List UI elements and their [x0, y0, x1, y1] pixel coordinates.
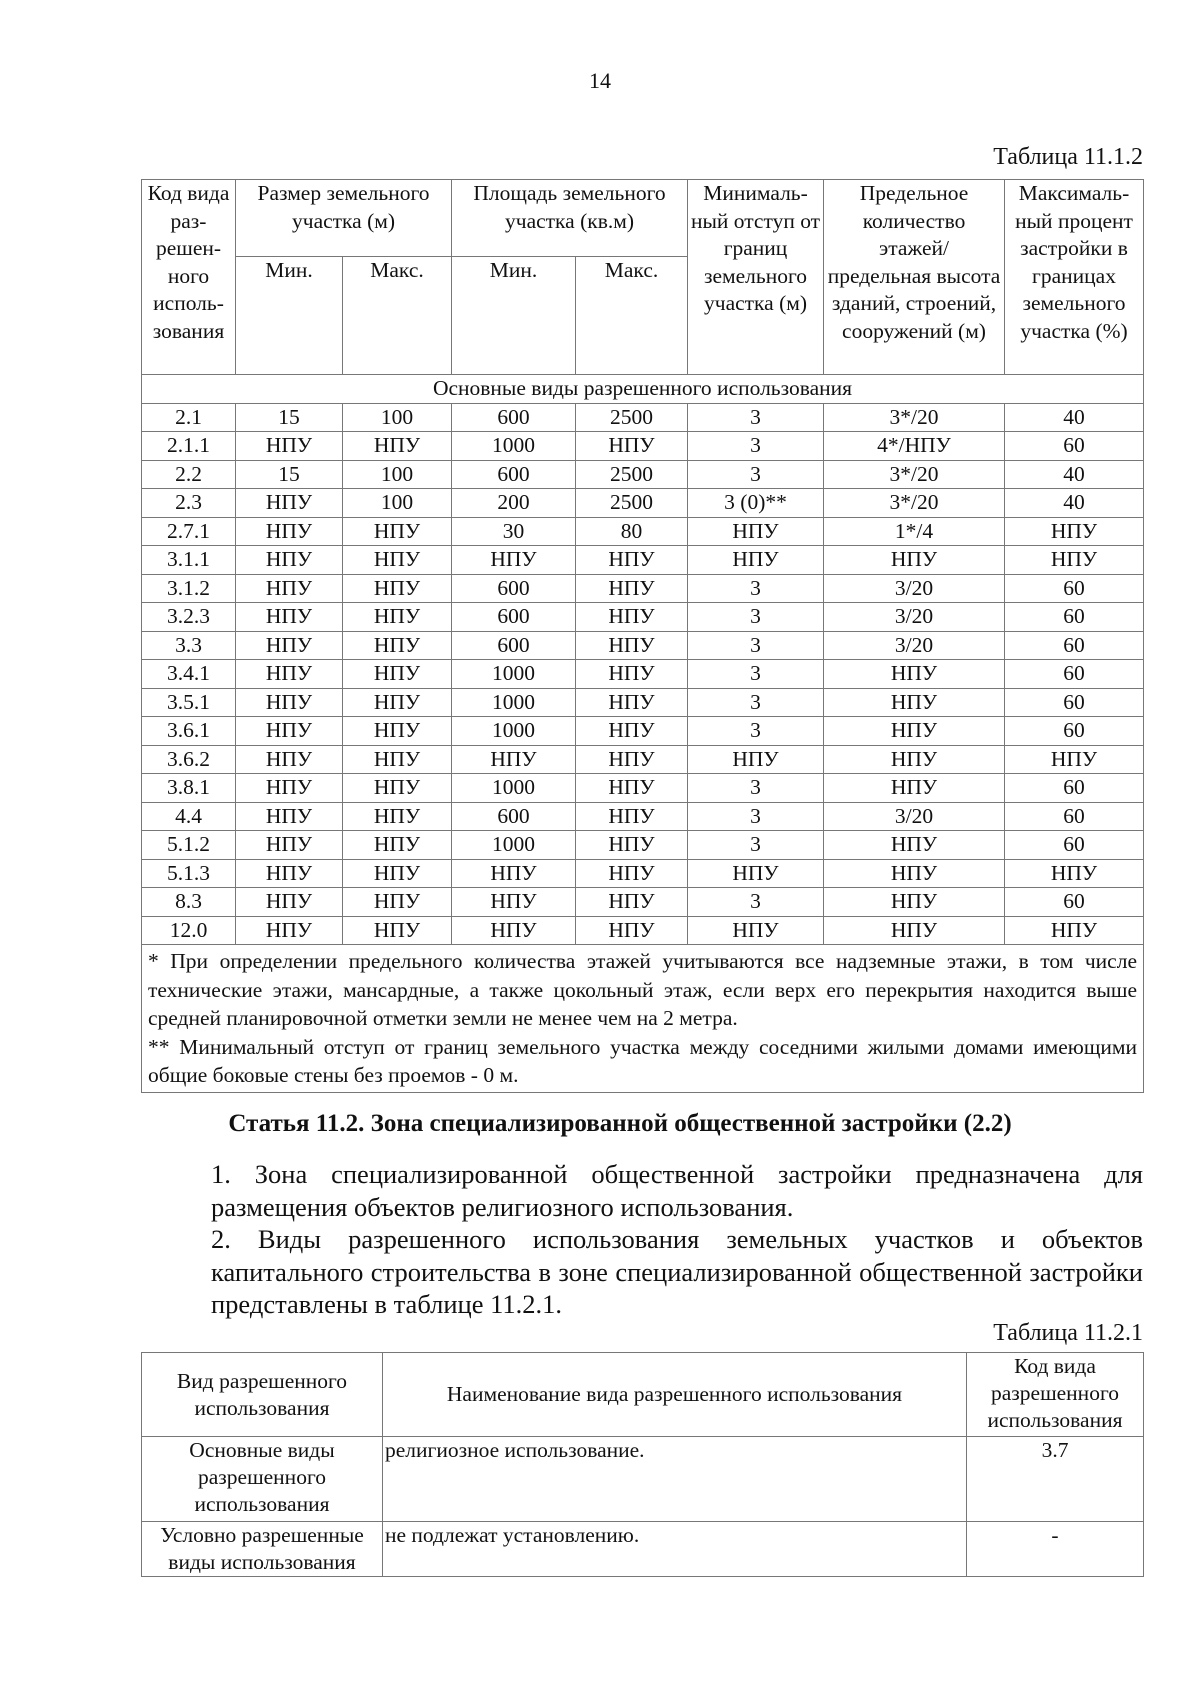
table-cell: 3.4.1: [142, 660, 236, 689]
table-cell: 2.3: [142, 489, 236, 518]
table-cell: 1000: [452, 831, 576, 860]
header-size: Размер земельного участка (м): [236, 180, 452, 257]
table-row: [142, 688, 1144, 717]
table-cell: 4.4: [142, 802, 236, 831]
table-cell: 3: [688, 802, 824, 831]
table-cell: НПУ: [452, 859, 576, 888]
table-cell: НПУ: [236, 432, 343, 461]
table-cell: НПУ: [824, 859, 1005, 888]
table-cell: 3: [688, 774, 824, 803]
table-cell: НПУ: [343, 745, 452, 774]
table-cell: 100: [343, 460, 452, 489]
table-cell: НПУ: [576, 888, 688, 917]
table-cell: 60: [1005, 831, 1144, 860]
table-11-1-2: [141, 179, 1144, 1093]
table-cell: 2500: [576, 489, 688, 518]
table-row: [142, 916, 1144, 945]
table-cell: 60: [1005, 802, 1144, 831]
table-cell: 60: [1005, 774, 1144, 803]
table-cell: НПУ: [688, 517, 824, 546]
table-cell: 3 (0)**: [688, 489, 824, 518]
table-cell: 60: [1005, 432, 1144, 461]
table-row: [142, 403, 1144, 432]
header-min: Мин.: [452, 257, 576, 375]
table-cell: НПУ: [1005, 859, 1144, 888]
row-code: -: [967, 1522, 1144, 1577]
table-cell: 600: [452, 460, 576, 489]
table-cell: 60: [1005, 717, 1144, 746]
table-cell: НПУ: [343, 802, 452, 831]
table-cell: НПУ: [1005, 916, 1144, 945]
table-cell: 3.5.1: [142, 688, 236, 717]
table-row: [142, 660, 1144, 689]
table-cell: НПУ: [343, 660, 452, 689]
table-row: [142, 460, 1144, 489]
table-cell: НПУ: [576, 916, 688, 945]
table-cell: 8.3: [142, 888, 236, 917]
table-cell: 600: [452, 603, 576, 632]
table-cell: НПУ: [236, 717, 343, 746]
table-cell: НПУ: [343, 603, 452, 632]
table-cell: 3: [688, 888, 824, 917]
table-cell: 1*/4: [824, 517, 1005, 546]
table-cell: НПУ: [576, 603, 688, 632]
table-cell: 1000: [452, 660, 576, 689]
table-cell: 3/20: [824, 631, 1005, 660]
section-row: Основные виды разрешенного использования: [142, 375, 1144, 404]
table-cell: 2500: [576, 460, 688, 489]
table-cell: 60: [1005, 574, 1144, 603]
row-type: Основные виды разрешенного использования: [142, 1437, 383, 1522]
table-cell: НПУ: [452, 888, 576, 917]
table-row: [142, 517, 1144, 546]
table-cell: НПУ: [236, 574, 343, 603]
table-row: [142, 774, 1144, 803]
header-area: Площадь земельного участка (кв.м): [452, 180, 688, 257]
table-cell: 1000: [452, 774, 576, 803]
table-cell: НПУ: [576, 574, 688, 603]
table-cell: НПУ: [688, 745, 824, 774]
table-cell: 100: [343, 489, 452, 518]
table-cell: НПУ: [343, 517, 452, 546]
header-floors: Предельное количество этажей/ предельная высота зданий, строений, сооружений (м): [824, 180, 1005, 375]
header-percent: Максималь-ный процент застройки в границах земельного участка (%): [1005, 180, 1144, 375]
table-cell: 2.1.1: [142, 432, 236, 461]
table-cell: 12.0: [142, 916, 236, 945]
table-cell: 3: [688, 574, 824, 603]
table-cell: 15: [236, 403, 343, 432]
paragraph-2: 2. Виды разрешенного использования земельных участков и объектов капитального строительства в зоне специализированной общественной застройки представлены в таблице 11.2.1.: [211, 1224, 1143, 1319]
table-row: [142, 546, 1144, 575]
table-cell: 3.2.3: [142, 603, 236, 632]
table-cell: НПУ: [576, 546, 688, 575]
table-cell: НПУ: [343, 546, 452, 575]
table-cell: НПУ: [236, 603, 343, 632]
table-cell: 2500: [576, 403, 688, 432]
header-name: Наименование вида разрешенного использования: [383, 1353, 967, 1437]
table-cell: НПУ: [236, 546, 343, 575]
table-cell: НПУ: [576, 432, 688, 461]
table-cell: НПУ: [343, 574, 452, 603]
footnote-1: * При определении предельного количества этажей учитываются все надземные этажи, в том числе технические этажи, мансардные, а также цокольный этаж, если верх его перекрытия находится выше средней планировочной отметки земли не менее чем на 2 метра.: [148, 949, 1138, 1030]
table-cell: НПУ: [824, 745, 1005, 774]
table-row: [142, 574, 1144, 603]
table-cell: 3.3: [142, 631, 236, 660]
table-cell: 3.8.1: [142, 774, 236, 803]
table-cell: 600: [452, 403, 576, 432]
table-cell: НПУ: [576, 660, 688, 689]
table-cell: 3: [688, 688, 824, 717]
table-cell: НПУ: [343, 859, 452, 888]
table-cell: 30: [452, 517, 576, 546]
table-cell: НПУ: [576, 631, 688, 660]
table-row: [142, 745, 1144, 774]
article-heading: Статья 11.2. Зона специализированной общественной застройки (2.2): [228, 1110, 1012, 1137]
table-cell: 3*/20: [824, 403, 1005, 432]
table-cell: НПУ: [343, 831, 452, 860]
header-setback: Минималь-ный отступ от границ земельного участка (м): [688, 180, 824, 375]
table-cell: 5.1.3: [142, 859, 236, 888]
table-cell: НПУ: [576, 717, 688, 746]
table-label: Таблица 11.2.1: [993, 1320, 1143, 1346]
header-max: Макс.: [343, 257, 452, 375]
table-cell: 4*/НПУ: [824, 432, 1005, 461]
table-cell: 600: [452, 631, 576, 660]
table-cell: НПУ: [236, 831, 343, 860]
table-cell: НПУ: [236, 916, 343, 945]
table-cell: 1000: [452, 688, 576, 717]
table-cell: 3: [688, 717, 824, 746]
table-cell: НПУ: [236, 859, 343, 888]
table-cell: НПУ: [824, 916, 1005, 945]
header-type: Вид разрешенного использования: [142, 1353, 383, 1437]
table-cell: 2.7.1: [142, 517, 236, 546]
table-cell: 40: [1005, 489, 1144, 518]
row-name: религиозное использование.: [383, 1437, 967, 1522]
header-max: Макс.: [576, 257, 688, 375]
table-cell: 3: [688, 631, 824, 660]
table-cell: НПУ: [576, 802, 688, 831]
table-row: [142, 717, 1144, 746]
table-cell: НПУ: [824, 688, 1005, 717]
table-cell: 80: [576, 517, 688, 546]
table-cell: НПУ: [1005, 745, 1144, 774]
table-cell: 3: [688, 403, 824, 432]
table-cell: 600: [452, 802, 576, 831]
table-cell: 3/20: [824, 802, 1005, 831]
table-cell: НПУ: [688, 546, 824, 575]
header-code: Код вида разрешенного использования: [967, 1353, 1144, 1437]
table-cell: 100: [343, 403, 452, 432]
table-cell: НПУ: [236, 774, 343, 803]
table-row: [142, 631, 1144, 660]
table-label: Таблица 11.1.2: [993, 144, 1143, 170]
table-cell: 5.1.2: [142, 831, 236, 860]
table-cell: НПУ: [1005, 517, 1144, 546]
table-cell: 3: [688, 831, 824, 860]
table-cell: НПУ: [824, 831, 1005, 860]
table-cell: НПУ: [236, 517, 343, 546]
paragraph-1: 1. Зона специализированной общественной застройки предназначена для размещения объектов религиозного использования.: [211, 1159, 1143, 1222]
table-cell: НПУ: [576, 745, 688, 774]
table-11-2-1: [141, 1352, 1144, 1577]
table-cell: 2.2: [142, 460, 236, 489]
table-row: [142, 603, 1144, 632]
table-cell: НПУ: [452, 916, 576, 945]
table-cell: НПУ: [688, 916, 824, 945]
table-row: [142, 888, 1144, 917]
table-cell: 60: [1005, 631, 1144, 660]
table-cell: НПУ: [236, 888, 343, 917]
table-cell: НПУ: [576, 859, 688, 888]
table-cell: 3: [688, 603, 824, 632]
table-cell: 3.1.2: [142, 574, 236, 603]
table-cell: 40: [1005, 403, 1144, 432]
table-row: [142, 859, 1144, 888]
row-type: Условно разрешенные виды использования: [142, 1522, 383, 1577]
table-cell: 3: [688, 660, 824, 689]
table-cell: НПУ: [236, 745, 343, 774]
table-cell: НПУ: [236, 631, 343, 660]
table-cell: НПУ: [824, 546, 1005, 575]
row-code: 3.7: [967, 1437, 1144, 1522]
footnotes: [142, 945, 1144, 1093]
table-cell: НПУ: [236, 489, 343, 518]
table-row: [142, 489, 1144, 518]
table-cell: 3: [688, 460, 824, 489]
table-cell: 60: [1005, 688, 1144, 717]
table-cell: 40: [1005, 460, 1144, 489]
table-cell: НПУ: [343, 631, 452, 660]
table-cell: 3.1.1: [142, 546, 236, 575]
table-cell: 3.6.1: [142, 717, 236, 746]
header-min: Мин.: [236, 257, 343, 375]
table-cell: 2.1: [142, 403, 236, 432]
table-cell: НПУ: [343, 717, 452, 746]
table-cell: НПУ: [824, 717, 1005, 746]
table-cell: 3/20: [824, 603, 1005, 632]
table-cell: НПУ: [688, 859, 824, 888]
footnote-2: ** Минимальный отступ от границ земельного участка между соседними жилыми домами имеющими общие боковые стены без проемов - 0 м.: [148, 1034, 1138, 1087]
table-cell: НПУ: [343, 916, 452, 945]
table-cell: НПУ: [576, 831, 688, 860]
table-cell: 600: [452, 574, 576, 603]
table-cell: НПУ: [236, 688, 343, 717]
row-name: не подлежат установлению.: [383, 1522, 967, 1577]
table-cell: 60: [1005, 888, 1144, 917]
table-cell: НПУ: [824, 888, 1005, 917]
table-cell: НПУ: [824, 774, 1005, 803]
table-cell: 15: [236, 460, 343, 489]
table-cell: НПУ: [236, 660, 343, 689]
table-cell: 3/20: [824, 574, 1005, 603]
table-cell: 60: [1005, 660, 1144, 689]
table-cell: НПУ: [824, 660, 1005, 689]
table-cell: НПУ: [343, 432, 452, 461]
table-row: [142, 432, 1144, 461]
table-cell: НПУ: [343, 774, 452, 803]
header-code: Код вида раз-решен-ного исполь-зования: [142, 180, 236, 375]
table-cell: НПУ: [343, 688, 452, 717]
table-cell: НПУ: [343, 888, 452, 917]
table-cell: 3.6.2: [142, 745, 236, 774]
table-row: [142, 802, 1144, 831]
table-cell: 3: [688, 432, 824, 461]
table-cell: НПУ: [576, 688, 688, 717]
table-cell: НПУ: [452, 546, 576, 575]
table-cell: 3*/20: [824, 460, 1005, 489]
table-cell: НПУ: [1005, 546, 1144, 575]
table-cell: 200: [452, 489, 576, 518]
table-cell: НПУ: [236, 802, 343, 831]
table-cell: 60: [1005, 603, 1144, 632]
table-cell: 1000: [452, 717, 576, 746]
table-cell: 3*/20: [824, 489, 1005, 518]
table-cell: 1000: [452, 432, 576, 461]
page-number: 14: [589, 68, 611, 93]
table-cell: НПУ: [576, 774, 688, 803]
table-cell: НПУ: [452, 745, 576, 774]
table-row: [142, 831, 1144, 860]
